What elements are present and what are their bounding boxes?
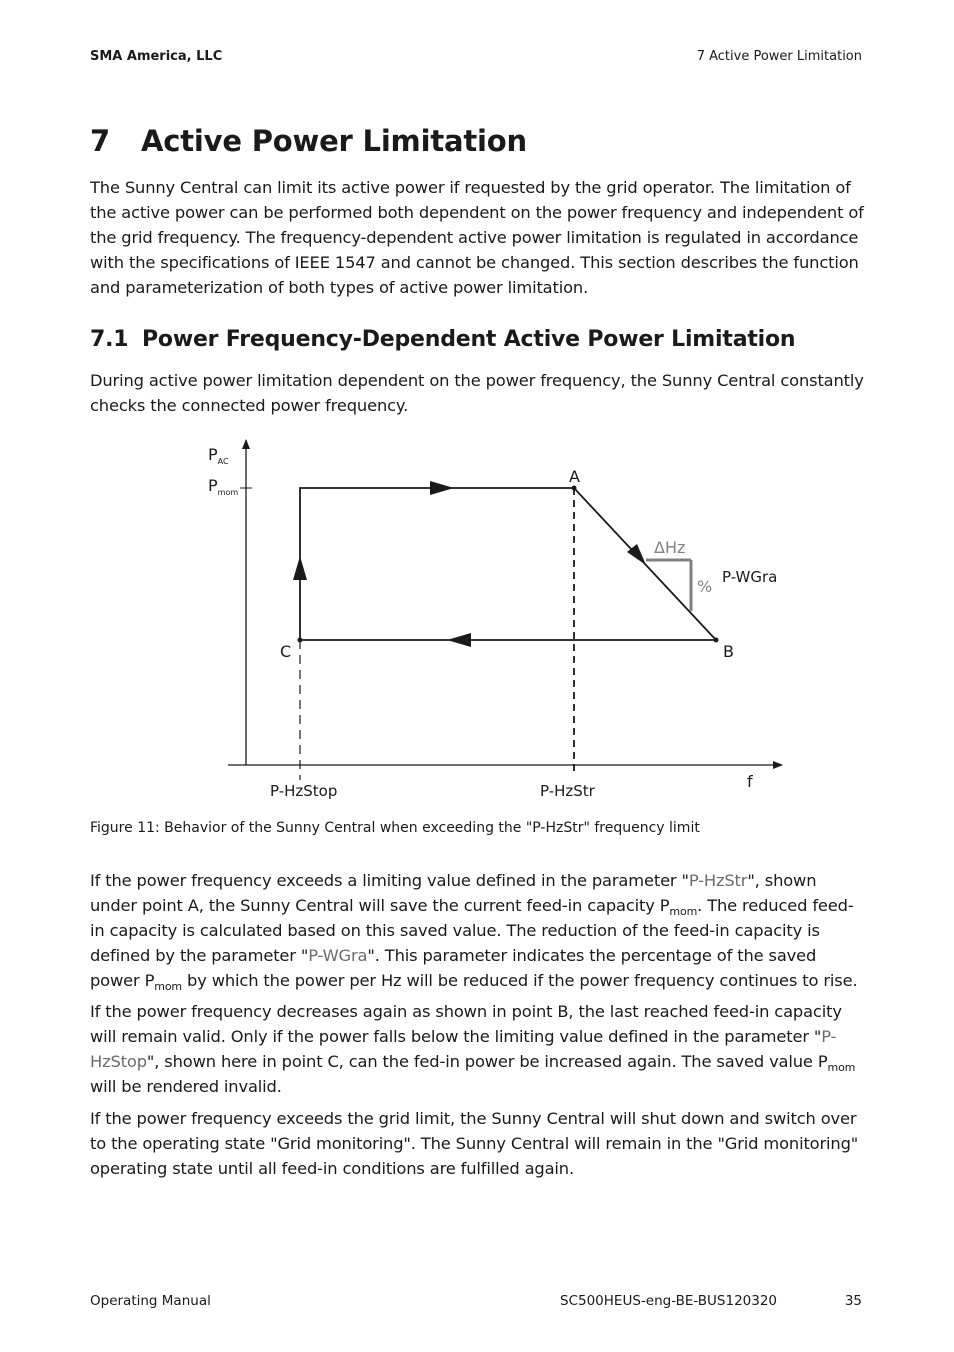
- point-c-marker: [298, 638, 303, 643]
- arrow-left: [447, 633, 471, 647]
- delta-hz-label: ΔHz: [654, 538, 686, 557]
- section-number: 7: [90, 124, 110, 158]
- header-chapter: 7 Active Power Limitation: [696, 49, 862, 64]
- section-title: Active Power Limitation: [141, 124, 527, 158]
- paragraph-1: If the power frequency exceeds a limiting value defined in the parameter "P-HzStr", shown under point A, the Sunny Central will save the current feed-in capacity $P_{mom}$. The reduced feed-in capacity is calculated based on this saved value. The reduction of the feed-in capacity is defined by the parameter "P-WGra". This parameter indicates the percentage of the saved power $P_{mom}$ by which the power per Hz will be reduced if the power frequency continues to rise.: [90, 871, 858, 993]
- x-stop-label: P-HzStop: [270, 782, 338, 800]
- power-limitation-diagram: [180, 430, 800, 810]
- percent-label: %: [697, 577, 713, 596]
- page-title: [90, 124, 527, 158]
- arrow-up: [293, 556, 307, 580]
- paragraph-3: If the power frequency exceeds the grid limit, the Sunny Central will shut down and switch over to the operating state "Grid monitoring". The Sunny Central will remain in the "Grid monitoring" operating state until all feed-in conditions are fulfilled again.: [90, 1109, 859, 1178]
- subsection-intro: During active power limitation dependent on the power frequency, the Sunny Central constantly checks the connected power frequency.: [90, 371, 864, 415]
- point-c-label: C: [280, 642, 292, 661]
- subsection-number: 7.1: [90, 327, 129, 352]
- footer-doc-id: SC500HEUS-eng-BE-BUS120320: [560, 1293, 778, 1309]
- subsection-title: Power Frequency-Dependent Active Power Limitation: [142, 327, 796, 352]
- footer-manual: Operating Manual: [90, 1293, 211, 1309]
- pmom-label: $P_{mom}$: [208, 476, 239, 497]
- page-number: 35: [844, 1293, 862, 1309]
- point-a-marker: [572, 486, 577, 491]
- slope-label: P-WGra: [722, 568, 778, 586]
- section-intro: The Sunny Central can limit its active power if requested by the grid operator. The limitation of the active power can be performed both dependent on the power frequency and independent of the grid frequency. The frequency-dependent active power limitation is regulated in accordance with the specifications of IEEE 1547 and cannot be changed. This section describes the function and parameterization of both types of active power limitation.: [90, 178, 864, 297]
- point-b-label: B: [723, 642, 734, 661]
- x-axis-label: f: [747, 772, 753, 791]
- y-axis-label: $P_{AC}$: [208, 445, 229, 466]
- hysteresis-path: [300, 488, 716, 640]
- point-b-marker: [714, 638, 719, 643]
- subsection-heading: [90, 327, 795, 352]
- param-wgra: P-WGra: [308, 946, 368, 965]
- point-a-label: A: [569, 467, 580, 486]
- param-hzstop: P-HzStop: [90, 1027, 837, 1071]
- paragraph-2: If the power frequency decreases again as shown in point B, the last reached feed-in capacity will remain valid. Only if the power falls below the limiting value defined in the parameter "P-HzStop", shown here in point C, can the fed-in power be increased again. The saved value $P_{mom}$ will be rendered invalid.: [90, 1002, 856, 1096]
- param-hzstr: P-HzStr: [688, 871, 748, 890]
- header-company: SMA America, LLC: [90, 49, 223, 64]
- figure-caption: Figure 11: Behavior of the Sunny Central when exceeding the "P-HzStr" frequency limit: [90, 820, 700, 836]
- x-start-label: P-HzStr: [540, 782, 595, 800]
- arrow-right: [430, 481, 454, 495]
